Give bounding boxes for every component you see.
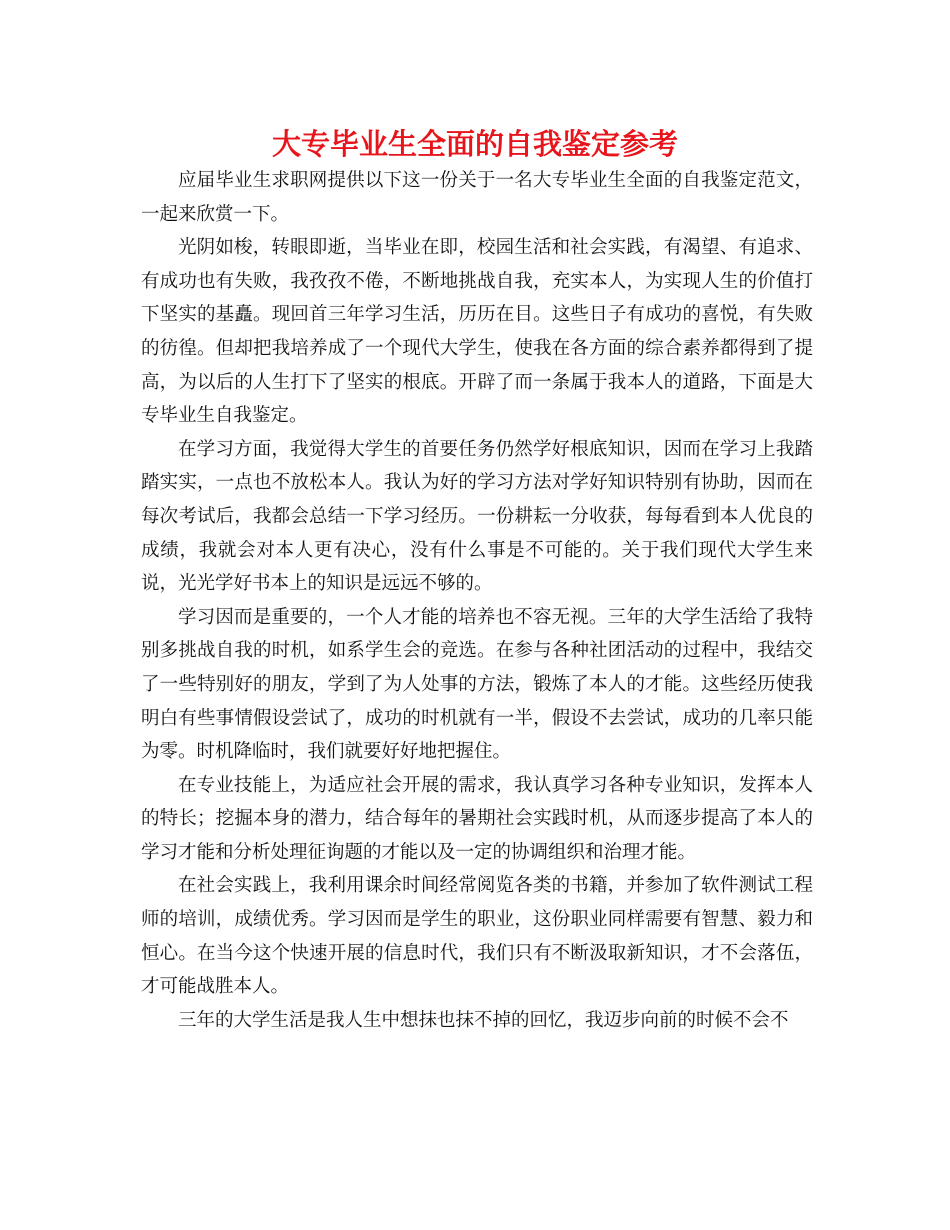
document-body <box>141 164 813 1037</box>
document-title: 大专毕业生全面的自我鉴定参考 <box>271 127 678 161</box>
paragraph-memories: 三年的大学生活是我人生中想抹也抹不掉的回忆，我迈步向前的时候不会不 <box>178 1009 789 1031</box>
paragraph-social-practice: 在社会实践上，我利用课余时间经常阅览各类的书籍，并参加了软件测试工程师的培训，成绩优秀。学习因而是学生的职业，这份职业同样需要有智慧、毅力和恒心。在当今这个快速开展的信息时代，我们只有不断汲取新知识，才不会落伍，才可能战胜本人。 <box>141 875 813 998</box>
paragraph-study: 在学习方面，我觉得大学生的首要任务仍然学好根底知识，因而在学习上我踏踏实实，一点也不放松本人。我认为好的学习方法对学好知识特别有协助，因而在每次考试后，我都会总结一下学习经历。一份耕耘一分收获，每每看到本人优良的成绩，我就会对本人更有决心，没有什么事是不可能的。关于我们现代大学生来说，光光学好书本上的知识是远远不够的。 <box>141 438 813 595</box>
paragraph-intro: 应届毕业生求职网提供以下这一份关于一名大专毕业生全面的自我鉴定范文，一起来欣赏一下。 <box>141 170 813 225</box>
paragraph-time-flies: 光阴如梭，转眼即逝，当毕业在即，校园生活和社会实践，有渴望、有追求、有成功也有失败，我孜孜不倦，不断地挑战自我，充实本人，为实现人生的价值打下坚实的基矗。现回首三年学习生活，历历在目。这些日子有成功的喜悦，有失败的彷徨。但却把我培养成了一个现代大学生，使我在各方面的综合素养都得到了提高，为以后的人生打下了坚实的根底。开辟了而一条属于我本人的道路，下面是大专毕业生自我鉴定。 <box>141 237 813 427</box>
paragraph-ability: 学习因而是重要的，一个人才能的培养也不容无视。三年的大学生活给了我特别多挑战自我的时机，如系学生会的竞选。在参与各种社团活动的过程中，我结交了一些特别好的朋友，学到了为人处事的方法，锻炼了本人的才能。这些经历使我明白有些事情假设尝试了，成功的时机就有一半，假设不去尝试，成功的几率只能为零。时机降临时，我们就要好好地把握住。 <box>141 606 813 763</box>
paragraph-professional-skills: 在专业技能上，为适应社会开展的需求，我认真学习各种专业知识，发挥本人的特长；挖掘本身的潜力，结合每年的暑期社会实践时机，从而逐步提高了本人的学习才能和分析处理征询题的才能以及一定的协调组织和治理才能。 <box>141 774 813 863</box>
